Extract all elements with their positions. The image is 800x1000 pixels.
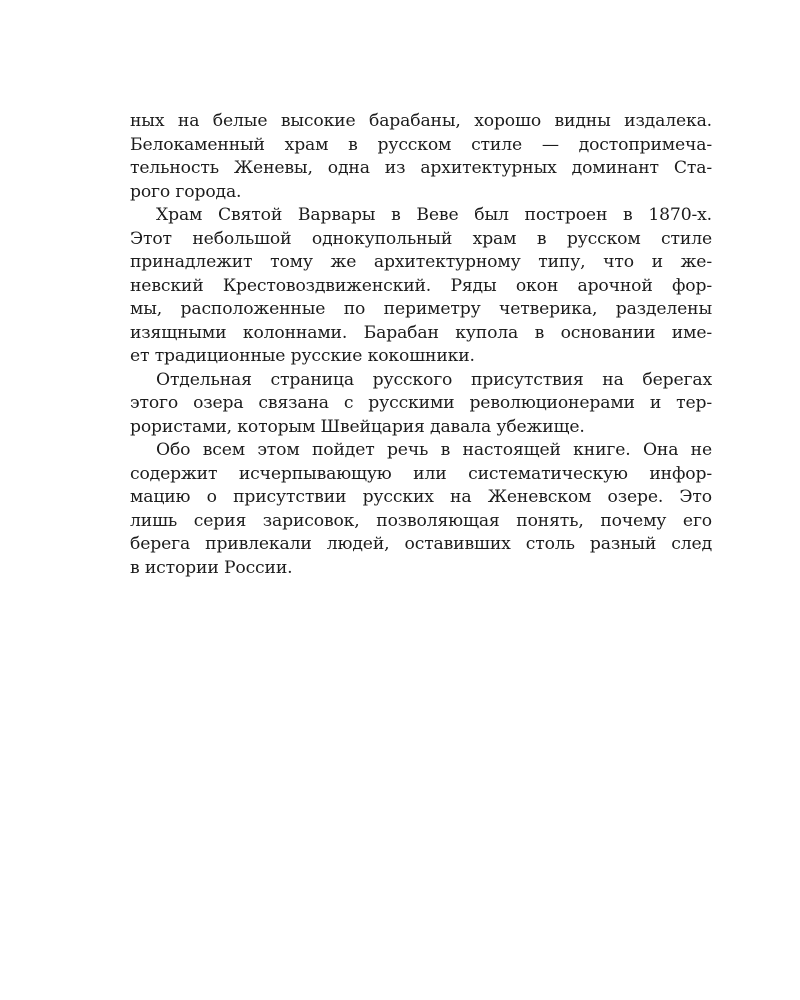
text-line: тельность Женевы, одна из архитектурных доминант Ста- [130,158,712,178]
text-line: лишь серия зарисовок, позволяющая понять, почему его [130,510,712,531]
text-line: этого озера связана с русскими революционерами и тер- [130,393,712,413]
text-line: Обо всем этом пойдет речь в настоящей книге. Она не [156,440,712,460]
text-line: берега привлекали людей, оставивших столь разный след [130,534,712,554]
text-line: невский Крестовоздвиженский. Ряды окон арочной фор- [130,275,712,296]
paragraph-3 [130,369,712,440]
text-line: рого города. [130,181,242,202]
text-line: Белокаменный храм в русском стиле — достопримеча- [130,134,712,155]
text-line: ет традиционные русские кокошники. [130,346,475,366]
text-line: Храм Святой Варвары в Веве был построен в 1870-х. [156,205,712,225]
paragraph-1 [130,110,712,204]
paragraph-4 [130,439,712,580]
text-line: изящными колоннами. Барабан купола в основании име- [130,322,712,343]
text-line: Отдельная страница русского присутствия на берегах [156,369,712,390]
text-line: рористами, которым Швейцария давала убежище. [130,416,585,437]
body-text [130,110,712,580]
text-line: мы, расположенные по периметру четверика, разделены [130,299,712,319]
text-line: принадлежит тому же архитектурному типу, что и же- [130,252,712,272]
text-line: в истории России. [130,557,293,578]
text-line: ных на белые высокие барабаны, хорошо видны издалека. [130,111,712,131]
text-line: содержит исчерпывающую или систематическую инфор- [130,463,712,484]
paragraph-2 [130,204,712,369]
text-line: Этот небольшой однокупольный храм в русском стиле [130,228,712,249]
text-line: мацию о присутствии русских на Женевском озере. Это [130,487,712,507]
